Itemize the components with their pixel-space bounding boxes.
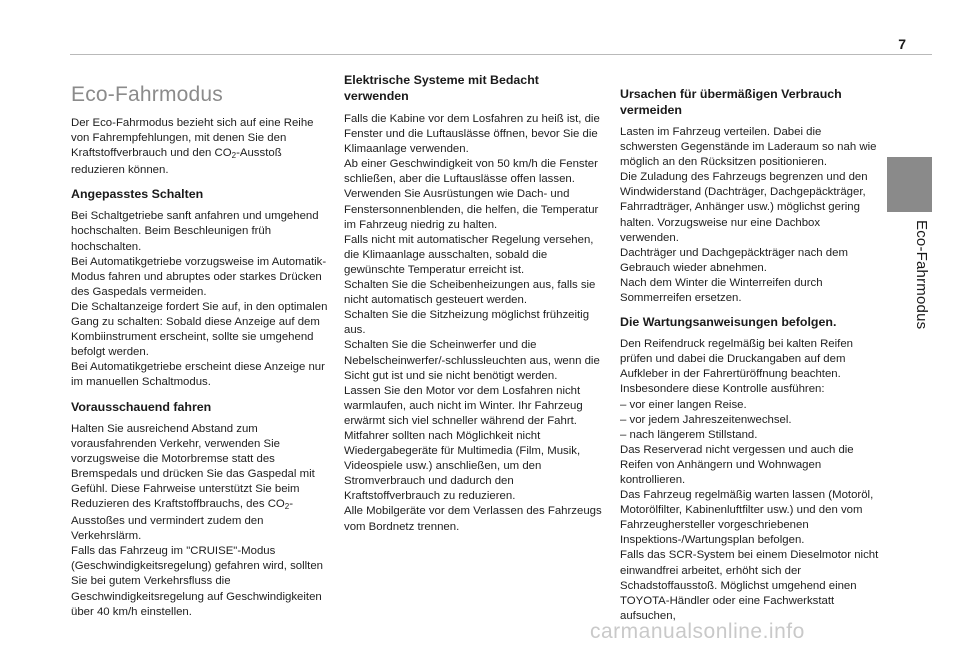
paragraph-line: Insbesondere diese Kontrolle ausführen:: [620, 383, 825, 396]
intro-paragraph: Der Eco-Fahrmodus bezieht sich auf eine Reihe von Fahrempfehlungen, mit denen Sie den Kraftstoffverbrauch und den $CO_2$-Ausstoß reduzieren können.: [71, 117, 314, 177]
paragraph-line: Falls nicht mit automatischer Regelung versehen, die Klimaanlage ausschalten, sobald die gewünschte Temperatur erreicht ist.: [344, 233, 594, 276]
paragraph-line: Falls die Kabine vor dem Losfahren zu heiß ist, die Fenster und die Luftauslässe öffnen, bevor Sie die Klimaanlage verwenden.: [344, 113, 600, 156]
paragraph-line: Das Fahrzeug regelmäßig warten lassen (Motoröl, Motorölfilter, Kabinenluftfilter usw.) und den vom Fahrzeughersteller vorgeschriebenen Inspektions-/Wartungsplan befolgen.: [620, 489, 874, 547]
paragraph-line: Schalten Sie die Scheinwerfer und die Nebelscheinwerfer/-schlussleuchten aus, wenn die Sicht gut ist und sie nicht benötigt werden.: [344, 339, 600, 382]
paragraph-line: Lasten im Fahrzeug verteilen. Dabei die schwersten Gegenstände im Laderaum so nah wie möglich an den Rücksitzen positionieren.: [620, 126, 877, 169]
paragraph-line: Die Zuladung des Fahrzeugs begrenzen und den Windwiderstand (Dachträger, Dachgepäckträger, Fahrradträger, Anhänger usw.) möglichst gering halten. Vorzugsweise nur eine Dachbox verwenden.: [620, 171, 868, 244]
column-right: [620, 86, 882, 624]
header-divider: [70, 54, 932, 55]
page-number: 7: [898, 36, 906, 52]
paragraph-line: Dachträger und Dachgepäckträger nach dem Gebrauch wieder abnehmen.: [620, 246, 848, 274]
heading-ursachen-verbrauch: Ursachen für übermäßigen Verbrauch vermeiden: [620, 87, 842, 117]
chapter-tab-marker: [887, 157, 932, 212]
paragraph-line: Bei Automatikgetriebe erscheint diese Anzeige nur im manuellen Schaltmodus.: [71, 361, 325, 389]
fahren-paragraph: Halten Sie ausreichend Abstand zum vorausfahrenden Verkehr, verwenden Sie vorzugsweise die Motorbremse statt des Bremspedals und drücken Sie das Gaspedal mit Gefühl. Diese Fahrweise unterstützt Sie beim Reduzieren des Kraftstoffbrauchs, des $CO_2$-Ausstoßes und vermindert zudem den Verkehrslärm.: [71, 422, 315, 543]
paragraph-line: Ab einer Geschwindigkeit von 50 km/h die Fenster schließen, aber die Luftauslässe offen lassen.: [344, 158, 598, 186]
list-item: – vor einer langen Reise.: [620, 398, 747, 411]
heading-elektrische-systeme: Elektrische Systeme mit Bedacht verwenden: [344, 73, 539, 103]
paragraph-line: Lassen Sie den Motor vor dem Losfahren nicht warmlaufen, auch nicht im Winter. Ihr Fahrzeug erwärmt sich viel schneller während der Fahrt.: [344, 384, 583, 427]
paragraph-line: Nach dem Winter die Winterreifen durch Sommerreifen ersetzen.: [620, 276, 823, 305]
heading-wartungsanweisungen: Die Wartungsanweisungen befolgen.: [620, 315, 837, 330]
paragraph-line: Das Reserverad nicht vergessen und auch die Reifen von Anhängern und Wohnwagen kontrollieren.: [620, 443, 854, 486]
paragraph-line: Falls das SCR-System bei einem Dieselmotor nicht einwandfrei arbeitet, erhöht sich der Schadstoffausstoß. Möglichst umgehend einen TOYOTA-Händler oder eine Fachwerkstatt aufsuchen,: [620, 549, 879, 622]
paragraph-line: Verwenden Sie Ausrüstungen wie Dach- und Fenstersonnenblenden, die helfen, die Temperatur im Fahrzeug niedrig zu halten.: [344, 188, 599, 231]
heading-angepasstes-schalten: Angepasstes Schalten: [71, 187, 204, 202]
paragraph-line: Schalten Sie die Scheibenheizungen aus, falls sie nicht automatisch gesteuert werden.: [344, 279, 596, 307]
list-item: – nach längerem Stillstand.: [620, 428, 758, 441]
paragraph-line: Alle Mobilgeräte vor dem Verlassen des Fahrzeugs vom Bordnetz trennen.: [344, 505, 602, 533]
paragraph-line: Schalten Sie die Sitzheizung möglichst frühzeitig aus.: [344, 309, 590, 337]
column-left: [71, 82, 329, 620]
paragraph-line: Den Reifendruck regelmäßig bei kalten Reifen prüfen und dabei die Druckangaben auf dem Aufkleber in der Fahrertüröffnung beachten.: [620, 338, 853, 381]
section-title: Eco-Fahrmodus: [71, 83, 223, 106]
column-middle: [344, 72, 602, 535]
chapter-tab-label: Eco-Fahrmodus: [913, 220, 930, 330]
heading-vorausschauend-fahren: Vorausschauend fahren: [71, 399, 212, 414]
paragraph-line: Mitfahrer sollten nach Möglichkeit nicht Wiedergabegeräte für Multimedia (Film, Musik, Videospiele usw.) anschließen, um den Stromverbrauch und dadurch den Kraftstoffverbrauch zu reduzieren.: [344, 429, 581, 503]
paragraph-line: Bei Schaltgetriebe sanft anfahren und umgehend hochschalten. Beim Beschleunigen früh hochschalten.: [71, 210, 319, 253]
paragraph-line: Die Schaltanzeige fordert Sie auf, in den optimalen Gang zu schalten: Sobald diese Anzeige auf dem Kombiinstrument erscheint, sollte sie umgehend befolgt werden.: [71, 300, 328, 359]
watermark-text: carmanualsonline.info: [590, 620, 805, 643]
list-item: – vor jedem Jahreszeitenwechsel.: [620, 413, 792, 426]
paragraph-line: Falls das Fahrzeug im "CRUISE"-Modus (Geschwindigkeitsregelung) gefahren wird, sollten Sie bei gutem Verkehrsfluss die Geschwindigkeitsregelung auf Geschwindigkeiten über 40 km/h einstellen.: [71, 545, 323, 618]
paragraph-line: Bei Automatikgetriebe vorzugsweise im Automatik-Modus fahren und abruptes oder starkes Drücken des Gaspedals vermeiden.: [71, 255, 327, 298]
